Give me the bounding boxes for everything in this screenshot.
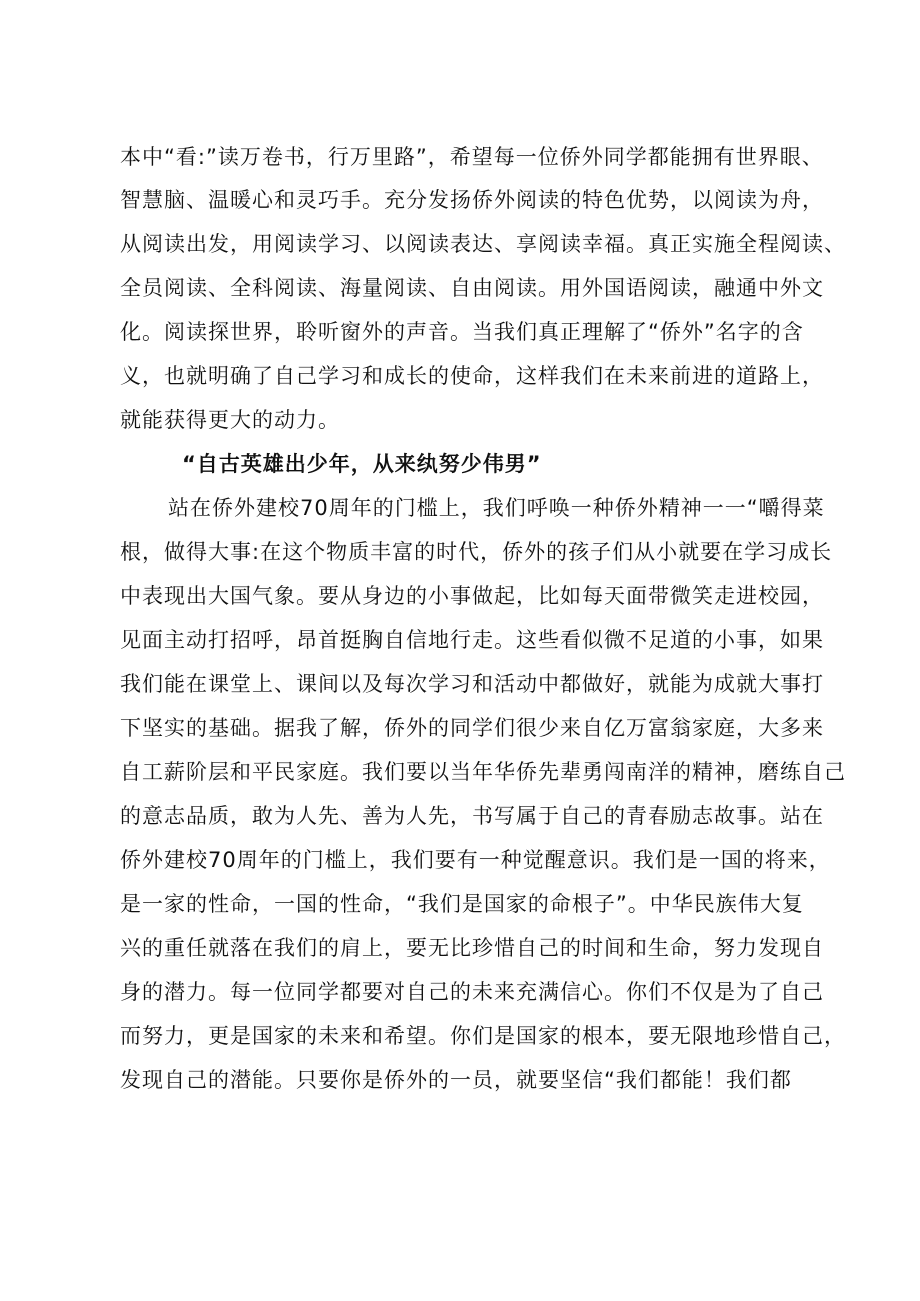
paragraph-line: 站在侨外建校70周年的门槛上，我们呼唤一种侨外精神一一“嚼得菜 bbox=[168, 496, 825, 520]
paragraph-line: 的意志品质，敢为人先、善为人先，书写属于自己的青春励志故事。站在 bbox=[120, 804, 824, 828]
paragraph-line: 见面主动打招呼，昂首挺胸自信地行走。这些看似微不足道的小事，如果 bbox=[120, 628, 824, 652]
paragraph-line: 兴的重任就落在我们的肩上，要无比珍惜自己的时间和生命，努力发现自 bbox=[120, 936, 824, 960]
paragraph-line: 智慧脑、温暖心和灵巧手。充分发扬侨外阅读的特色优势，以阅读为舟， bbox=[120, 188, 824, 212]
paragraph-line: 中表现出大国气象。要从身边的小事做起，比如每天面带微笑走进校园， bbox=[120, 584, 824, 608]
paragraph-line: 根，做得大事:在这个物质丰富的时代，侨外的孩子们从小就要在学习成长 bbox=[120, 540, 833, 564]
paragraph-line: 自工薪阶层和平民家庭。我们要以当年华侨先辈勇闯南洋的精神，磨练自己 bbox=[120, 760, 846, 784]
paragraph-line: 是一家的性命，一国的性命，“我们是国家的命根子”。中华民族伟大复 bbox=[120, 892, 804, 916]
paragraph-line: 本中“看:”读万卷书，行万里路”，希望每一位侨外同学都能拥有世界眼、 bbox=[120, 145, 824, 169]
paragraph-line: 下坚实的基础。据我了解，侨外的同学们很少来自亿万富翁家庭，大多来 bbox=[120, 716, 824, 740]
section-heading: “自古英雄出少年，从来纨努少伟男” bbox=[182, 452, 542, 476]
paragraph-line: 身的潜力。每一位同学都要对自己的未来充满信心。你们不仅是为了自己 bbox=[120, 980, 824, 1004]
paragraph-line: 而努力，更是国家的未来和希望。你们是国家的根本，要无限地珍惜自己， bbox=[120, 1024, 846, 1048]
paragraph-line: 全员阅读、全科阅读、海量阅读、自由阅读。用外国语阅读，融通中外文 bbox=[120, 276, 824, 300]
paragraph-line: 化。阅读探世界，聆听窗外的声音。当我们真正理解了“侨外”名字的含 bbox=[120, 320, 804, 344]
paragraph-line: 侨外建校70周年的门槛上，我们要有一种觉醒意识。我们是一国的将来， bbox=[120, 848, 831, 872]
paragraph-line: 发现自己的潜能。只要你是侨外的一员，就要坚信“我们都能！我们都 bbox=[120, 1068, 792, 1092]
paragraph-line: 义，也就明确了自己学习和成长的使命，这样我们在未来前进的道路上， bbox=[120, 364, 824, 388]
paragraph-line: 我们能在课堂上、课间以及每次学习和活动中都做好，就能为成就大事打 bbox=[120, 672, 824, 696]
paragraph-line: 就能获得更大的动力。 bbox=[120, 408, 340, 432]
paragraph-line: 从阅读出发，用阅读学习、以阅读表达、享阅读幸福。真正实施全程阅读、 bbox=[120, 232, 846, 256]
